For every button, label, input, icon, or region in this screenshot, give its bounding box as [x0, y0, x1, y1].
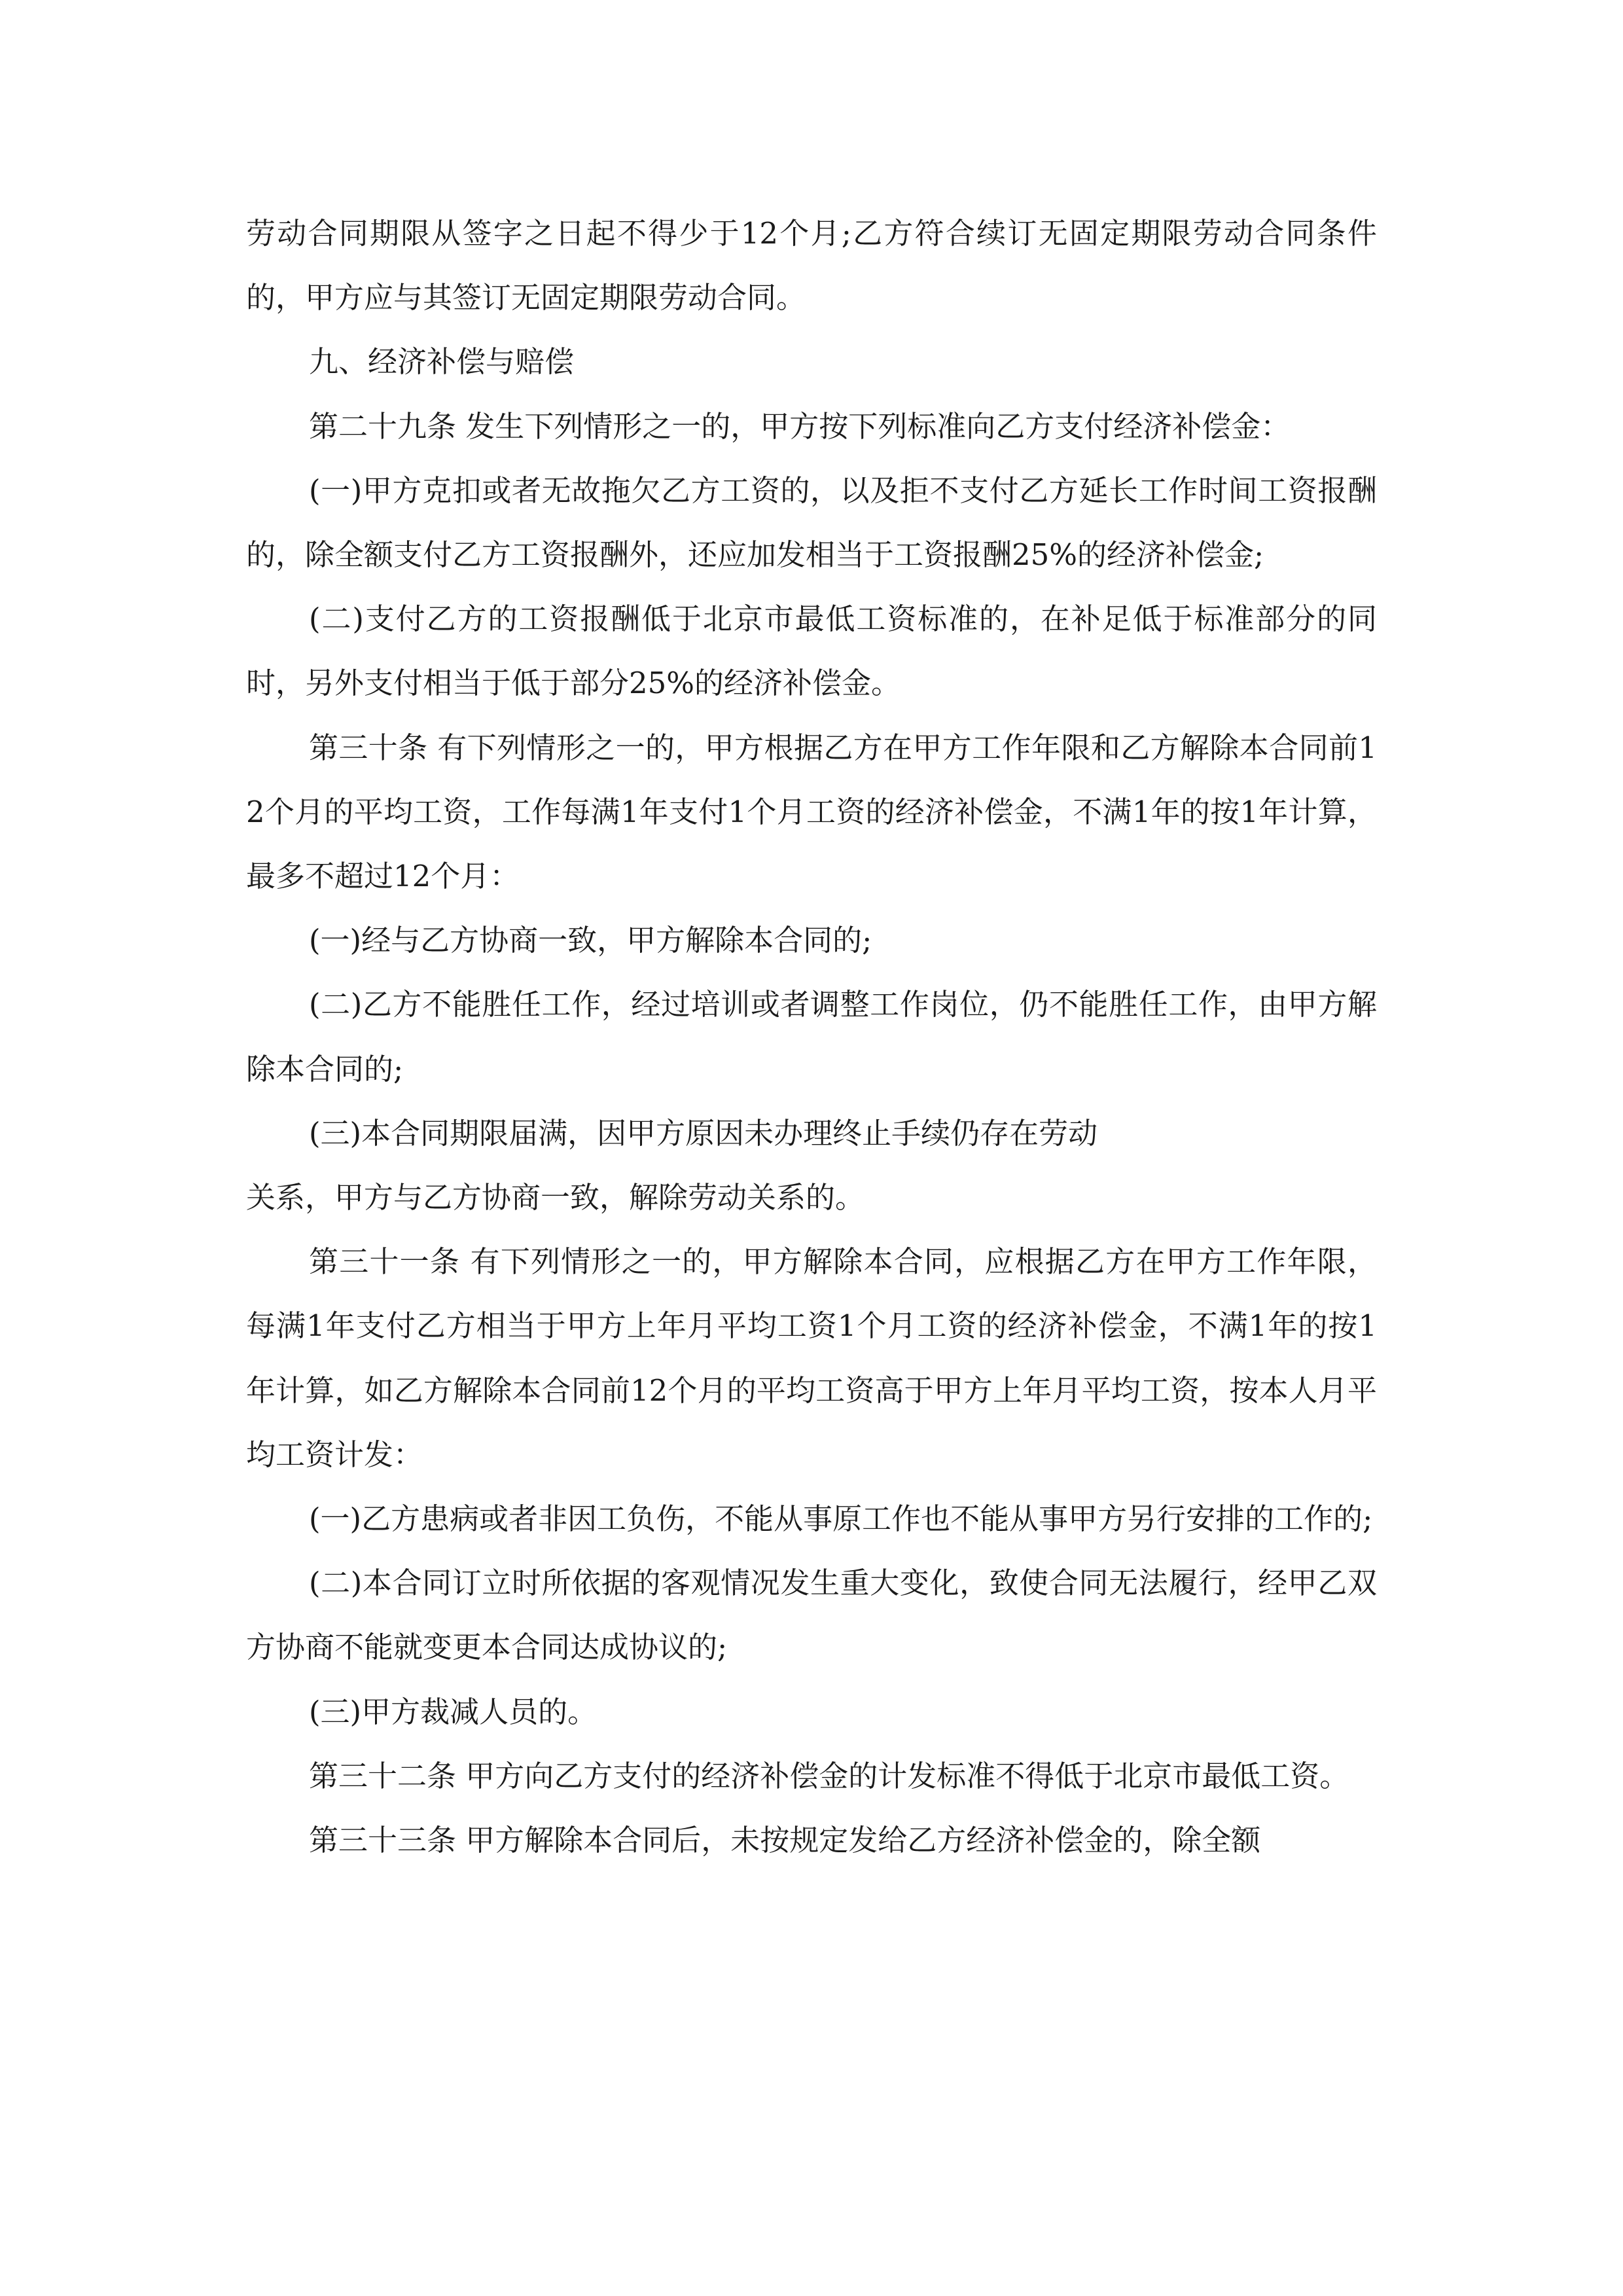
article-31-item-1: (一)乙方患病或者非因工负伤，不能从事原工作也不能从事甲方另行安排的工作的; [309, 1501, 1373, 1537]
paragraph-term-continuation: 劳动合同期限从签字之日起不得少于12个月;乙方符合续订无固定期限劳动合同条件的，甲方应与其签订无固定期限劳动合同。 [246, 216, 1377, 315]
article-30: 第三十条 有下列情形之一的，甲方根据乙方在甲方工作年限和乙方解除本合同前12个月的平均工资，工作每满1年支付1个月工资的经济补偿金，不满1年的按1年计算，最多不超过12个月： [246, 730, 1377, 894]
article-33: 第三十三条 甲方解除本合同后，未按规定发给乙方经济补偿金的，除全额 [309, 1823, 1261, 1858]
article-32: 第三十二条 甲方向乙方支付的经济补偿金的计发标准不得低于北京市最低工资。 [309, 1758, 1349, 1793]
article-31-item-3: (三)甲方裁减人员的。 [309, 1694, 597, 1729]
contract-body [246, 202, 1377, 1873]
article-30-item-3-continuation: 关系，甲方与乙方协商一致，解除劳动关系的。 [246, 1180, 865, 1215]
article-29-item-2: (二)支付乙方的工资报酬低于北京市最低工资标准的，在补足低于标准部分的同时，另外支付相当于低于部分25%的经济补偿金。 [246, 601, 1377, 701]
article-31-item-2: (二)本合同订立时所依据的客观情况发生重大变化，致使合同无法履行，经甲乙双方协商不能就变更本合同达成协议的; [246, 1566, 1377, 1665]
article-30-item-1: (一)经与乙方协商一致，甲方解除本合同的; [309, 923, 872, 958]
article-30-item-2: (二)乙方不能胜任工作，经过培训或者调整工作岗位，仍不能胜任工作，由甲方解除本合同的; [246, 987, 1377, 1086]
article-31: 第三十一条 有下列情形之一的，甲方解除本合同，应根据乙方在甲方工作年限，每满1年支付乙方相当于甲方上年月平均工资1个月工资的经济补偿金，不满1年的按1年计算，如乙方解除本合同前12个月的平均工资高于甲方上年月平均工资，按本人月平均工资计发： [246, 1244, 1377, 1472]
article-29: 第二十九条 发生下列情形之一的，甲方按下列标准向乙方支付经济补偿金： [309, 408, 1291, 444]
section-heading-compensation: 九、经济补偿与赔偿 [309, 344, 575, 380]
article-29-item-1: (一)甲方克扣或者无故拖欠乙方工资的，以及拒不支付乙方延长工作时间工资报酬的，除全额支付乙方工资报酬外，还应加发相当于工资报酬25%的经济补偿金; [246, 473, 1377, 573]
article-30-item-3: (三)本合同期限届满，因甲方原因未办理终止手续仍存在劳动 [309, 1115, 1098, 1151]
